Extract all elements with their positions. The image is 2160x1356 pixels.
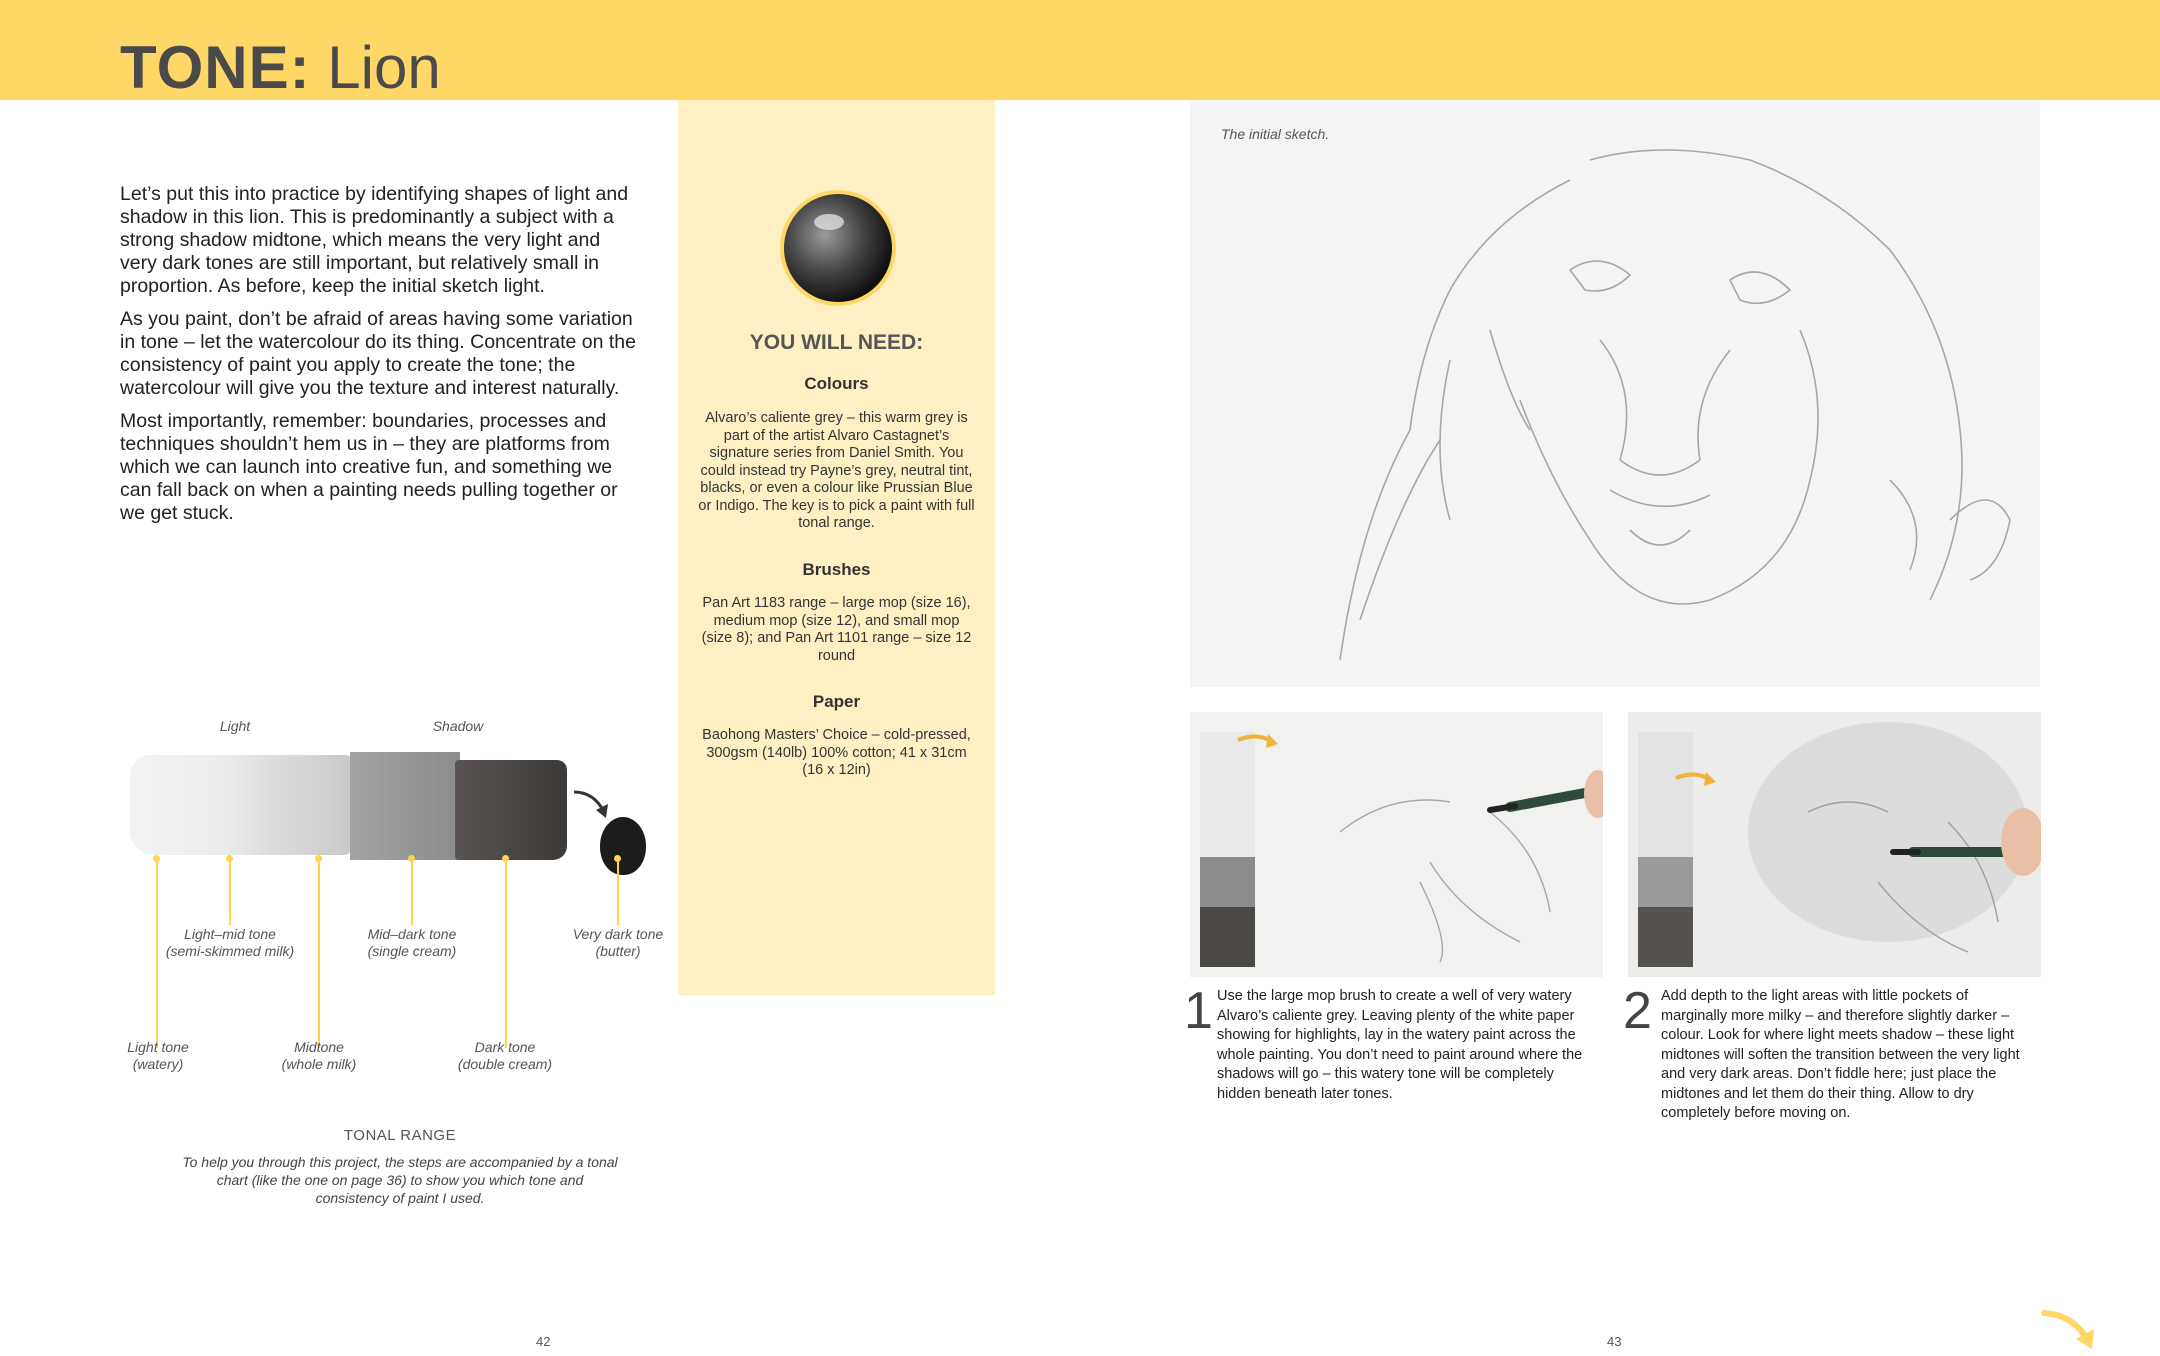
light-mid-tone-name: Light–mid tone	[184, 926, 276, 942]
lion-sketch-illustration	[1190, 100, 2040, 687]
paint-well-icon	[780, 190, 896, 306]
step-1-text: Use the large mop brush to create a well of very watery Alvaro’s caliente grey. Leaving plenty of the white paper showing for highlights, lay in the watery paint across the whole painting. You don’t need to paint around where the shadows will go – this watery tone will be completely hidden beneath later tones.	[1217, 988, 1583, 1102]
step-2-text: Add depth to the light areas with little pockets of marginally more milky – and therefore slightly darker – colour. Look for where light meets shadow – these light midtones will soften the transition between the very light and very dark areas. Don’t fiddle here; just place the midtones and let them do their thing. Allow to dry completely before moving on.	[1661, 988, 2020, 1121]
tonal-range-title: TONAL RANGE	[343, 1127, 457, 1144]
label-midtone	[264, 1039, 374, 1073]
paper-text: Baohong Masters’ Choice – cold-pressed, 300gsm (140lb) 100% cotton; 41 x 31cm (16 x 12in)	[702, 727, 971, 778]
label-light: Light	[219, 718, 251, 734]
dark-tone-name: Dark tone	[474, 1039, 536, 1055]
sketch-caption: The initial sketch.	[1221, 126, 1330, 142]
leader-very-dark	[617, 858, 619, 925]
brushes-heading: Brushes	[802, 560, 871, 579]
light-mid-tone-sub: (semi-skimmed milk)	[165, 943, 295, 959]
title-bold: TONE:	[120, 34, 311, 101]
label-mid-dark-tone	[352, 926, 472, 960]
you-will-need-heading: YOU WILL NEED:	[749, 331, 924, 354]
swatch-very-dark	[600, 817, 646, 875]
step-2-illustration	[1628, 712, 2041, 977]
leader-mid-dark	[411, 858, 413, 925]
light-tone-sub: (watery)	[132, 1056, 184, 1072]
brushes-text: Pan Art 1183 range – large mop (size 16), medium mop (size 12), and small mop (size 8); and Pan Art 1101 range – size 12 round	[701, 595, 972, 664]
page-turn-arrow-icon[interactable]	[2040, 1305, 2100, 1353]
label-light-tone	[108, 1039, 208, 1073]
lion-sketch-photo	[1190, 100, 2040, 687]
label-dark-tone	[445, 1039, 565, 1073]
title-regular: Lion	[327, 34, 441, 101]
dark-tone-sub: (double cream)	[457, 1056, 553, 1072]
step-1-number: 1	[1184, 982, 1213, 1040]
step-1-illustration	[1190, 712, 1603, 977]
swatch-mid-dark	[350, 752, 460, 860]
leader-dot	[153, 855, 160, 862]
step-1-photo	[1190, 712, 1603, 977]
midtone-sub: (whole milk)	[281, 1056, 357, 1072]
label-light-mid-tone	[150, 926, 310, 960]
step-2-number: 2	[1623, 982, 1652, 1040]
intro-paragraph-3: Most importantly, remember: boundaries, processes and techniques shouldn’t hem us in – they are platforms from which we can launch into creative fun, and something we can fall back on when a painting needs pulling together or we get stuck.	[120, 410, 618, 524]
intro-text	[120, 183, 640, 535]
leader-dot	[226, 855, 233, 862]
midtone-name: Midtone	[294, 1039, 344, 1055]
light-tone-name: Light tone	[127, 1039, 189, 1055]
leader-dot	[315, 855, 322, 862]
leader-light-mid	[229, 858, 231, 925]
leader-dot	[502, 855, 509, 862]
very-dark-tone-sub: (butter)	[595, 943, 641, 959]
intro-paragraph-2: As you paint, don’t be afraid of areas having some variation in tone – let the watercolour do its thing. Concentrate on the consistency of paint you apply to create the tone; the watercolour will give you the texture and interest naturally.	[120, 308, 636, 399]
intro-paragraph-1: Let’s put this into practice by identifying shapes of light and shadow in this lion. This is predominantly a subject with a strong shadow midtone, which means the very light and very dark tones are still important, but relatively small in proportion. As before, keep the initial sketch light.	[120, 183, 629, 297]
step-2-photo	[1628, 712, 2041, 977]
mid-dark-tone-sub: (single cream)	[367, 943, 457, 959]
colours-text: Alvaro’s caliente grey – this warm grey is part of the artist Alvaro Castagnet’s signature series from Daniel Smith. You could instead try Payne’s grey, neutral tint, blacks, or even a colour like Prussian Blue or Indigo. The key is to pick a paint with full tonal range.	[698, 410, 975, 531]
tonal-range-caption: To help you through this project, the steps are accompanied by a tonal chart (like the one on page 36) to show you which tone and consistency of paint I used.	[182, 1154, 618, 1206]
page-number-right: 43	[1607, 1334, 1622, 1349]
label-very-dark-tone	[560, 926, 676, 960]
page-number-left: 42	[536, 1334, 551, 1349]
swatch-light	[130, 755, 352, 855]
leader-dot	[614, 855, 621, 862]
leader-dark	[505, 858, 507, 1048]
colours-heading: Colours	[804, 374, 869, 393]
page-title	[120, 34, 441, 101]
leader-dot	[408, 855, 415, 862]
mid-dark-tone-name: Mid–dark tone	[367, 926, 457, 942]
paint-well-highlight	[814, 214, 844, 230]
swatch-dark	[455, 760, 567, 860]
leader-midtone	[318, 858, 320, 1048]
paper-heading: Paper	[812, 692, 861, 711]
very-dark-tone-name: Very dark tone	[572, 926, 664, 942]
label-shadow: Shadow	[432, 718, 484, 734]
